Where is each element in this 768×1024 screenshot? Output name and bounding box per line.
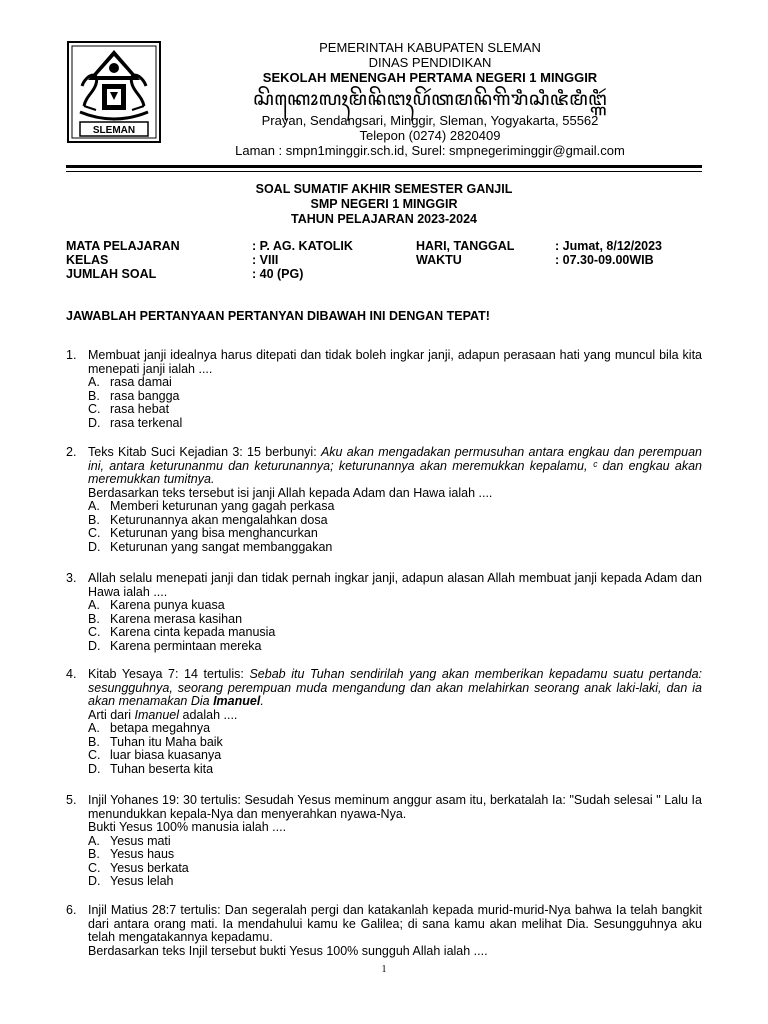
scripture-quote: Sebab itu Tuhan sendirilah yang akan memberikan kepadamu suatu pertanda: sesungguhnya, seorang perempuan muda mengandung dan akan melahirkan seorang anak laki-laki, dan ia akan menamakan Dia <box>88 667 702 708</box>
meta-right-labels <box>416 239 514 267</box>
option-text: Karena cinta kepada manusia <box>110 625 276 639</box>
meta-value-subject: : P. AG. KATOLIK <box>252 239 353 253</box>
sleman-regency-emblem-icon <box>66 40 162 144</box>
meta-label-subject: MATA PELAJARAN <box>66 239 180 253</box>
option-letter: B. <box>88 512 100 527</box>
question-prompt <box>88 709 702 723</box>
meta-label-day-date: HARI, TANGGAL <box>416 239 515 253</box>
question-stem: Allah selalu menepati janji dan tidak pernah ingkar janji, adapun alasan Allah membuat janji kepada Adam dan Hawa ialah .... <box>88 571 702 599</box>
option-b[interactable] <box>88 848 702 862</box>
option-c[interactable] <box>88 862 702 876</box>
option-text: Karena merasa kasihan <box>110 611 243 626</box>
letterhead <box>190 40 670 158</box>
option-d[interactable] <box>88 417 702 431</box>
option-letter: B. <box>88 847 100 861</box>
government-name: PEMERINTAH KABUPATEN SLEMAN <box>319 40 541 55</box>
option-letter: B. <box>88 734 100 749</box>
meta-value-class: : VIII <box>252 253 279 267</box>
option-letter: B. <box>88 388 100 403</box>
option-text: rasa terkenal <box>110 415 183 430</box>
question-stem <box>88 668 702 709</box>
option-letter: C. <box>88 402 101 416</box>
option-letter: D. <box>88 874 101 888</box>
header-divider-thin <box>66 171 702 172</box>
option-text: Karena punya kuasa <box>110 598 225 612</box>
option-b[interactable] <box>88 736 702 750</box>
option-text: rasa hebat <box>110 402 170 416</box>
school-phone: Telepon (0274) 2820409 <box>359 128 501 143</box>
question-prompt: Bukti Yesus 100% manusia ialah .... <box>88 820 287 834</box>
page-number: 1 <box>381 964 387 975</box>
option-a[interactable] <box>88 599 702 613</box>
option-letter: B. <box>88 611 100 626</box>
meta-value-day-date: : Jumat, 8/12/2023 <box>555 239 663 253</box>
option-d[interactable] <box>88 541 702 555</box>
department-name: DINAS PENDIDIKAN <box>368 55 492 70</box>
option-c[interactable] <box>88 626 702 640</box>
javanese-script-school-name: ꦱꦼꦏꦺꦴꦭꦃꦩꦼꦤꦼꦔꦃꦥꦼꦂꦠꦩꦤꦼꦒꦼꦫꦶꦱꦶꦗꦶꦩꦶꦔ꧀ꦒꦶꦂ <box>252 88 608 110</box>
option-text: rasa damai <box>110 375 172 389</box>
option-b[interactable] <box>88 613 702 627</box>
exam-title-line3: TAHUN PELAJARAN 2023-2024 <box>291 212 477 226</box>
question-stem: Injil Matius 28:7 tertulis: Dan segeralah pergi dan katakanlah kepada murid-murid-Nya bahwa Ia telah bangkit dari antara orang mati. Ia mendahului kamu ke Galilea; di sana kamu akan melihat Dia. Sesungguhnya aku telah mengatakannya kepadamu. <box>88 903 702 944</box>
meta-label-time: WAKTU <box>416 253 462 267</box>
option-a[interactable] <box>88 376 702 390</box>
question-5 <box>66 794 702 889</box>
exam-title-line2: SMP NEGERI 1 MINGGIR <box>310 197 458 211</box>
option-c[interactable] <box>88 527 702 541</box>
option-text: Tuhan itu Maha baik <box>110 734 223 749</box>
prompt-text-end: adalah .... <box>179 707 238 722</box>
question-stem: Membuat janji idealnya harus ditepati dan tidak boleh ingkar janji, adapun perasaan hati yang muncul bila kita menepati janji ialah .... <box>88 348 702 376</box>
question-number: 5. <box>66 793 77 807</box>
option-text: luar biasa kuasanya <box>110 748 222 762</box>
emphasized-name: Imanuel <box>213 694 261 708</box>
question-number: 4. <box>66 667 77 681</box>
option-letter: C. <box>88 748 101 762</box>
school-web-email: Laman : smpn1minggir.sch.id, Surel: smpnegeriminggir@gmail.com <box>235 143 625 158</box>
meta-right-values <box>555 239 662 267</box>
question-6 <box>66 904 702 958</box>
option-letter: C. <box>88 625 101 639</box>
question-stem: Injil Yohanes 19: 30 tertulis: Sesudah Yesus meminum anggur asam itu, berkatalah Ia: "Sudah selesai " Lalu Ia menundukkan kepala-Nya dan menyerahkan nyawa-Nya. <box>88 793 702 821</box>
option-letter: D. <box>88 415 101 430</box>
option-letter: A. <box>88 598 100 612</box>
meta-left-values <box>252 239 353 281</box>
option-text: Tuhan beserta kita <box>110 761 214 776</box>
scripture-quote: Aku akan mengadakan permusuhan antara engkau dan perempuan ini, antara keturunanmu dan keturunannya; keturunannya akan meremukkan kepalamu, ᶜ dan engkau akan meremukkan tumitnya. <box>88 445 702 486</box>
meta-label-question-count: JUMLAH SOAL <box>66 267 157 281</box>
option-text: Yesus berkata <box>110 860 189 875</box>
option-d[interactable] <box>88 640 702 654</box>
question-1 <box>66 349 702 430</box>
question-4 <box>66 668 702 776</box>
option-text: Karena permintaan mereka <box>110 638 262 653</box>
meta-value-time: : 07.30-09.00WIB <box>555 253 654 267</box>
option-letter: C. <box>88 526 101 540</box>
meta-label-class: KELAS <box>66 253 109 267</box>
question-stem <box>88 446 702 487</box>
question-number: 3. <box>66 571 77 585</box>
meta-value-question-count: : 40 (PG) <box>252 267 304 281</box>
header-divider-thick <box>66 165 702 168</box>
option-text: Keturunan yang sangat membanggakan <box>110 539 333 554</box>
prompt-term: Imanuel <box>134 707 180 722</box>
option-letter: A. <box>88 721 100 735</box>
school-name: SEKOLAH MENENGAH PERTAMA NEGERI 1 MINGGIR <box>262 70 598 85</box>
option-text: Yesus mati <box>110 833 171 848</box>
option-c[interactable] <box>88 749 702 763</box>
question-prompt: Berdasarkan teks Injil tersebut bukti Yesus 100% sungguh Allah ialah .... <box>88 943 488 958</box>
option-text: Yesus haus <box>110 847 175 861</box>
option-letter: D. <box>88 761 101 776</box>
option-text: Memberi keturunan yang gagah perkasa <box>110 499 335 513</box>
option-letter: A. <box>88 499 100 513</box>
option-letter: D. <box>88 638 101 653</box>
option-d[interactable] <box>88 875 702 889</box>
option-d[interactable] <box>88 763 702 777</box>
option-text: rasa bangga <box>110 388 180 403</box>
stem-end: . <box>260 694 264 708</box>
option-letter: C. <box>88 860 101 875</box>
option-text: Keturunan yang bisa menghancurkan <box>110 526 318 540</box>
stem-text: Kitab Yesaya 7: 14 tertulis: <box>88 667 250 681</box>
option-b[interactable] <box>88 514 702 528</box>
option-c[interactable] <box>88 403 702 417</box>
logo-label: SLEMAN <box>92 125 136 136</box>
option-letter: A. <box>88 833 100 848</box>
prompt-text: Arti dari <box>88 707 135 722</box>
option-a[interactable] <box>88 500 702 514</box>
question-number: 6. <box>66 903 77 917</box>
option-letter: D. <box>88 539 101 554</box>
option-text: Yesus lelah <box>110 874 174 888</box>
meta-left-labels <box>66 239 180 281</box>
question-prompt: Berdasarkan teks tersebut isi janji Allah kepada Adam dan Hawa ialah .... <box>88 485 493 500</box>
option-text: betapa megahnya <box>110 721 211 735</box>
option-text: Keturunannya akan mengalahkan dosa <box>110 512 328 527</box>
exam-title-line1: SOAL SUMATIF AKHIR SEMESTER GANJIL <box>255 182 513 196</box>
option-a[interactable] <box>88 835 702 849</box>
question-2 <box>66 446 702 554</box>
option-letter: A. <box>88 375 100 389</box>
stem-text: Teks Kitab Suci Kejadian 3: 15 berbunyi: <box>88 445 321 459</box>
question-number: 1. <box>66 348 77 362</box>
question-number: 2. <box>66 445 77 459</box>
school-address: Prayan, Sendangsari, Minggir, Sleman, Yogyakarta, 55562 <box>261 113 599 128</box>
instruction: JAWABLAH PERTANYAAN PERTANYAN DIBAWAH INI DENGAN TEPAT! <box>66 309 490 323</box>
option-b[interactable] <box>88 390 702 404</box>
option-a[interactable] <box>88 722 702 736</box>
question-3 <box>66 572 702 653</box>
exam-title <box>0 182 768 227</box>
